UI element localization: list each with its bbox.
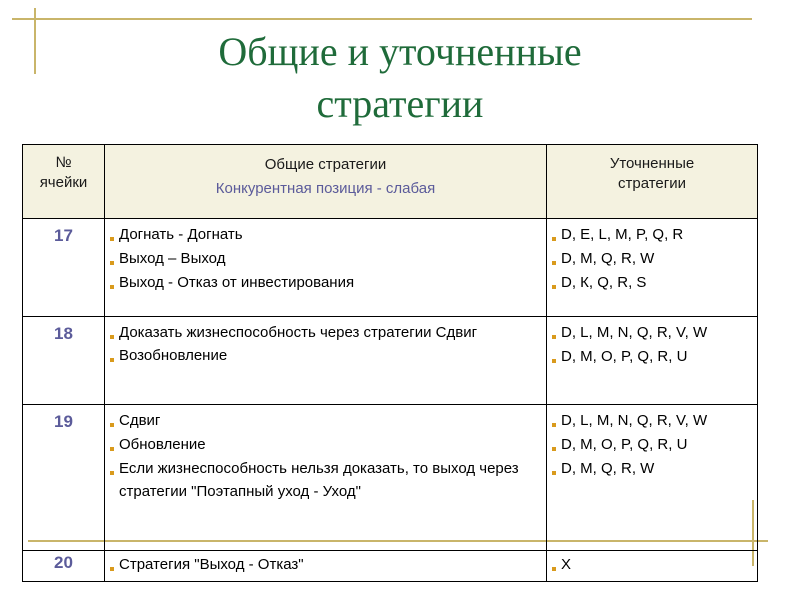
list-item: D, M, O, P, Q, R, U bbox=[551, 345, 751, 369]
list-item: D, M, Q, R, W bbox=[551, 457, 751, 481]
list-item: D, L, M, N, Q, R, V, W bbox=[551, 321, 751, 345]
list-item: Догнать - Догнать bbox=[109, 223, 540, 247]
header-refined-line-1: Уточненные bbox=[609, 155, 695, 172]
list-item: D, К, Q, R, S bbox=[551, 271, 751, 295]
header-number-label: ячейки bbox=[39, 174, 88, 191]
table-row bbox=[23, 317, 758, 405]
cell-general bbox=[105, 405, 547, 551]
cell-number: 17 bbox=[23, 219, 105, 317]
cell-refined bbox=[547, 219, 758, 317]
list-item: D, E, L, M, P, Q, R bbox=[551, 223, 751, 247]
cell-general bbox=[105, 219, 547, 317]
list-item: Выход - Отказ от инвестирования bbox=[109, 271, 540, 295]
header-general-label: Общие стратегии bbox=[264, 156, 387, 173]
list-item: Выход – Выход bbox=[109, 247, 540, 271]
list-item: Если жизнеспособность нельзя доказать, то выход через стратегии "Поэтапный уход - Уход" bbox=[109, 457, 540, 503]
table-header-row bbox=[23, 145, 758, 219]
list-item: D, M, O, P, Q, R, U bbox=[551, 433, 751, 457]
list-item: X bbox=[551, 553, 751, 577]
cell-general bbox=[105, 317, 547, 405]
cell-refined bbox=[547, 405, 758, 551]
slide-title bbox=[100, 26, 700, 130]
cell-number: 20 bbox=[23, 551, 105, 582]
header-cell-general bbox=[105, 145, 547, 219]
header-number-symbol: № bbox=[55, 154, 72, 171]
header-cell-number bbox=[23, 145, 105, 219]
list-item: D, L, M, N, Q, R, V, W bbox=[551, 409, 751, 433]
cell-number: 19 bbox=[23, 405, 105, 551]
cell-number: 18 bbox=[23, 317, 105, 405]
header-cell-refined bbox=[547, 145, 758, 219]
list-item: Возобновление bbox=[109, 344, 540, 368]
cell-refined bbox=[547, 317, 758, 405]
decorative-left-line bbox=[34, 8, 36, 74]
cell-refined bbox=[547, 551, 758, 582]
header-refined-line-2: стратегии bbox=[618, 175, 686, 192]
list-item: Обновление bbox=[109, 433, 540, 457]
header-general-subtitle: Конкурентная позиция - слабая bbox=[215, 180, 436, 197]
slide-title-line-1: Общие и уточненные bbox=[218, 29, 582, 74]
list-item: Стратегия "Выход - Отказ" bbox=[109, 553, 540, 577]
list-item: D, M, Q, R, W bbox=[551, 247, 751, 271]
strategy-table bbox=[22, 144, 758, 582]
slide-title-line-2: стратегии bbox=[316, 81, 484, 126]
table-row bbox=[23, 219, 758, 317]
table-row bbox=[23, 405, 758, 551]
cell-general bbox=[105, 551, 547, 582]
list-item: Доказать жизнеспособность через стратегии Сдвиг bbox=[109, 321, 540, 344]
table-row bbox=[23, 551, 758, 582]
decorative-top-line bbox=[12, 18, 752, 20]
list-item: Сдвиг bbox=[109, 409, 540, 433]
